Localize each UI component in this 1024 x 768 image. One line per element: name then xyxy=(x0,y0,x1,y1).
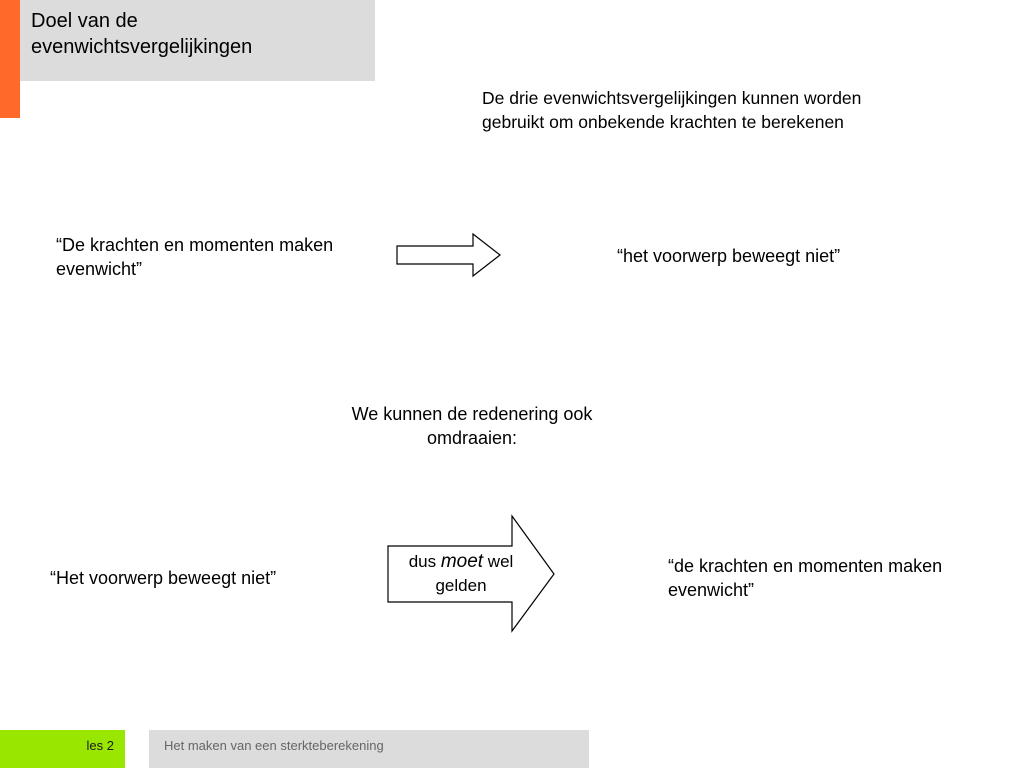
first-statement: “De krachten en momenten maken evenwicht” xyxy=(56,235,334,279)
footer-lesson: les 2 xyxy=(86,738,114,753)
accent-bar xyxy=(0,0,20,118)
second-result: “de krachten en momenten maken evenwicht” xyxy=(668,556,943,600)
reverse-text: We kunnen de redenering ook omdraaien: xyxy=(351,404,593,448)
arrow-label-pre: dus xyxy=(408,552,441,571)
slide-title: Doel van de evenwichtsvergelijkingen xyxy=(31,10,253,58)
footer-course-box xyxy=(149,730,589,768)
second-statement: “Het voorwerp beweegt niet” xyxy=(50,568,277,588)
footer-course: Het maken van een sterkteberekening xyxy=(164,738,384,753)
arrow-label-emphasis: moet xyxy=(440,551,484,572)
arrow-label xyxy=(390,550,532,598)
intro-text: De drie evenwichtsvergelijkingen kunnen worden gebruikt om onbekende krachten te berekenen xyxy=(482,88,862,132)
first-result: “het voorwerp beweegt niet” xyxy=(617,246,841,266)
right-arrow-icon xyxy=(395,232,503,278)
arrow-label-post: wel gelden xyxy=(435,552,514,595)
title-panel xyxy=(20,0,375,81)
footer-lesson-box xyxy=(0,730,125,768)
